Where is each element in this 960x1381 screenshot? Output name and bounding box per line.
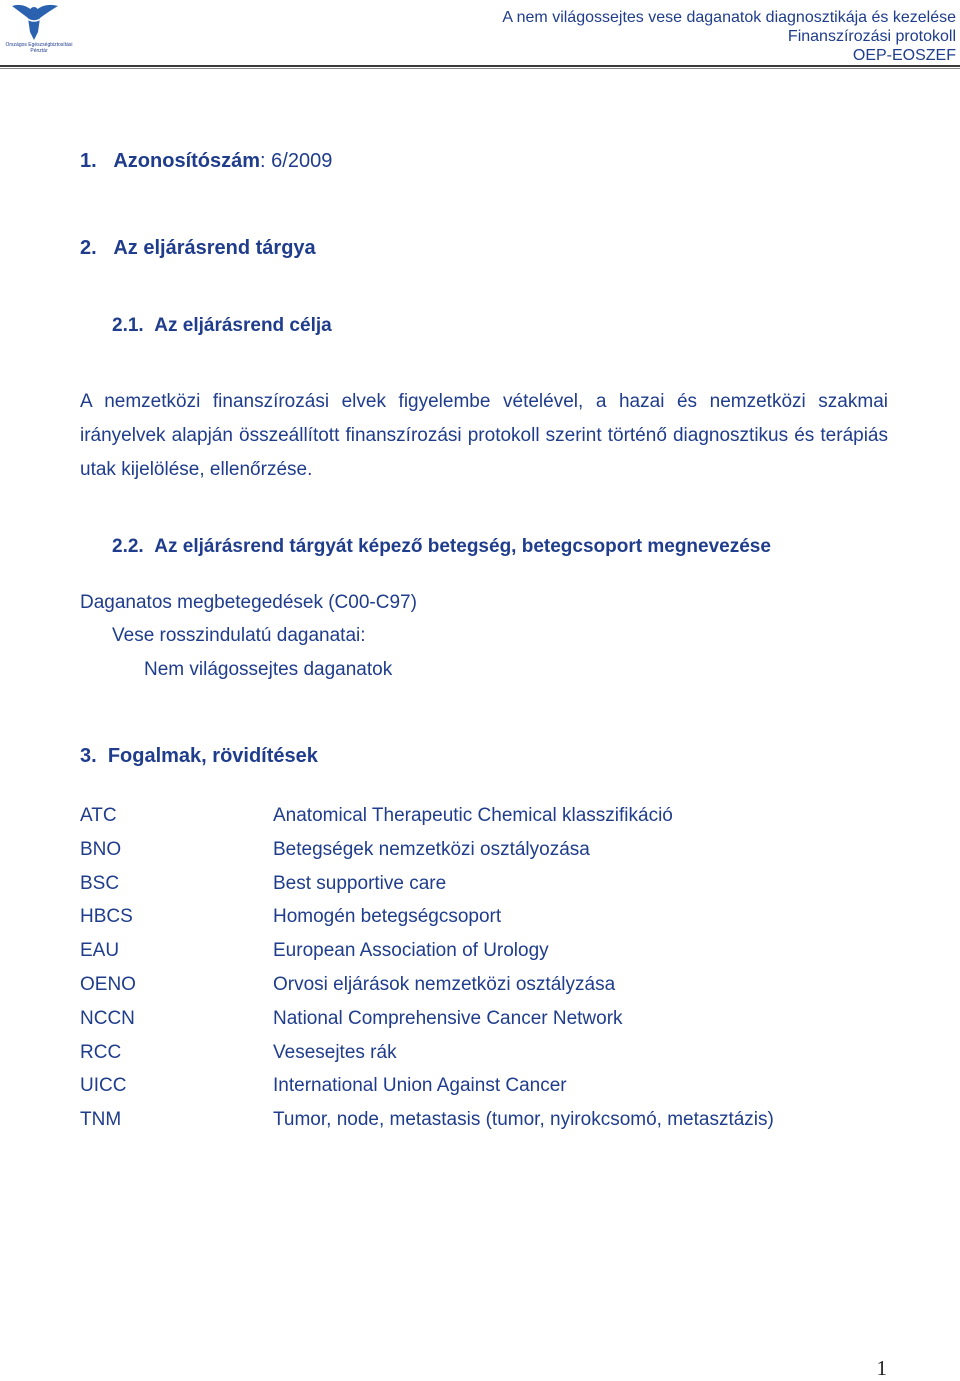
abbreviation-code: TNM (80, 1109, 122, 1131)
abbreviation-description: Tumor, node, metastasis (tumor, nyirokcsomó, metasztázis) (273, 1109, 774, 1131)
section-2-1-heading: 2.1. Az eljárásrend célja (112, 315, 332, 336)
page-number: 1 (876, 1356, 887, 1380)
section-2-2-heading: 2.2. Az eljárásrend tárgyát képező betegség, betegcsoport megnevezése (112, 536, 771, 557)
section-3-heading: 3. Fogalmak, rövidítések (80, 745, 318, 767)
header-divider (0, 65, 960, 67)
disease-type-line: Nem világossejtes daganatok (144, 659, 393, 680)
abbreviation-code: NCCN (80, 1007, 135, 1029)
abbreviation-code: RCC (80, 1041, 122, 1063)
abbreviation-description: National Comprehensive Cancer Network (273, 1007, 623, 1029)
oep-logo-icon (4, 2, 73, 58)
section-1-heading: 1. Azonosítószám: 6/2009 (80, 150, 333, 172)
abbreviation-description: Best supportive care (273, 872, 447, 894)
disease-group-line: Daganatos megbetegedések (C00-C97) (80, 592, 417, 613)
abbreviation-code: EAU (80, 940, 120, 962)
abbreviation-description: European Association of Urology (273, 940, 549, 962)
header-document-title: A nem világossejtes vese daganatok diagnosztikája és kezelése (502, 9, 956, 26)
section-2-1-paragraph: A nemzetközi finanszírozási elvek figyelembe vételével, a hazai és nemzetközi szakmai irányelvek alapján összeállított finanszírozási protokoll szerint történő diagnosztikus és terápiás utak kijelölése, ellenőrzése. (80, 391, 888, 480)
abbreviation-description: Orvosi eljárások nemzetközi osztályzása (273, 973, 616, 995)
disease-subgroup-line: Vese rosszindulatú daganatai: (112, 625, 366, 646)
page-header (0, 0, 960, 70)
abbreviation-description: International Union Against Cancer (273, 1075, 567, 1097)
header-organization: OEP-EOSZEF (852, 47, 956, 64)
logo-text: Országos Egészségbiztosítási Pénztár (5, 42, 73, 54)
abbreviation-code: UICC (80, 1075, 127, 1097)
abbreviation-description: Homogén betegségcsoport (273, 906, 502, 928)
header-divider-thin (0, 68, 960, 69)
abbreviation-description: Anatomical Therapeutic Chemical klasszifikáció (273, 805, 673, 826)
abbreviation-code: BSC (80, 872, 120, 894)
abbreviation-code: ATC (80, 805, 117, 826)
abbreviation-description: Vesesejtes rák (273, 1041, 397, 1063)
abbreviation-code: OENO (80, 973, 136, 995)
abbreviation-description: Betegségek nemzetközi osztályozása (273, 838, 590, 860)
header-document-type: Finanszírozási protokoll (787, 28, 956, 45)
header-title-block (502, 8, 956, 65)
section-2-heading: 2. Az eljárásrend tárgya (80, 237, 316, 259)
abbreviation-code: BNO (80, 838, 122, 860)
abbreviation-code: HBCS (80, 906, 133, 928)
